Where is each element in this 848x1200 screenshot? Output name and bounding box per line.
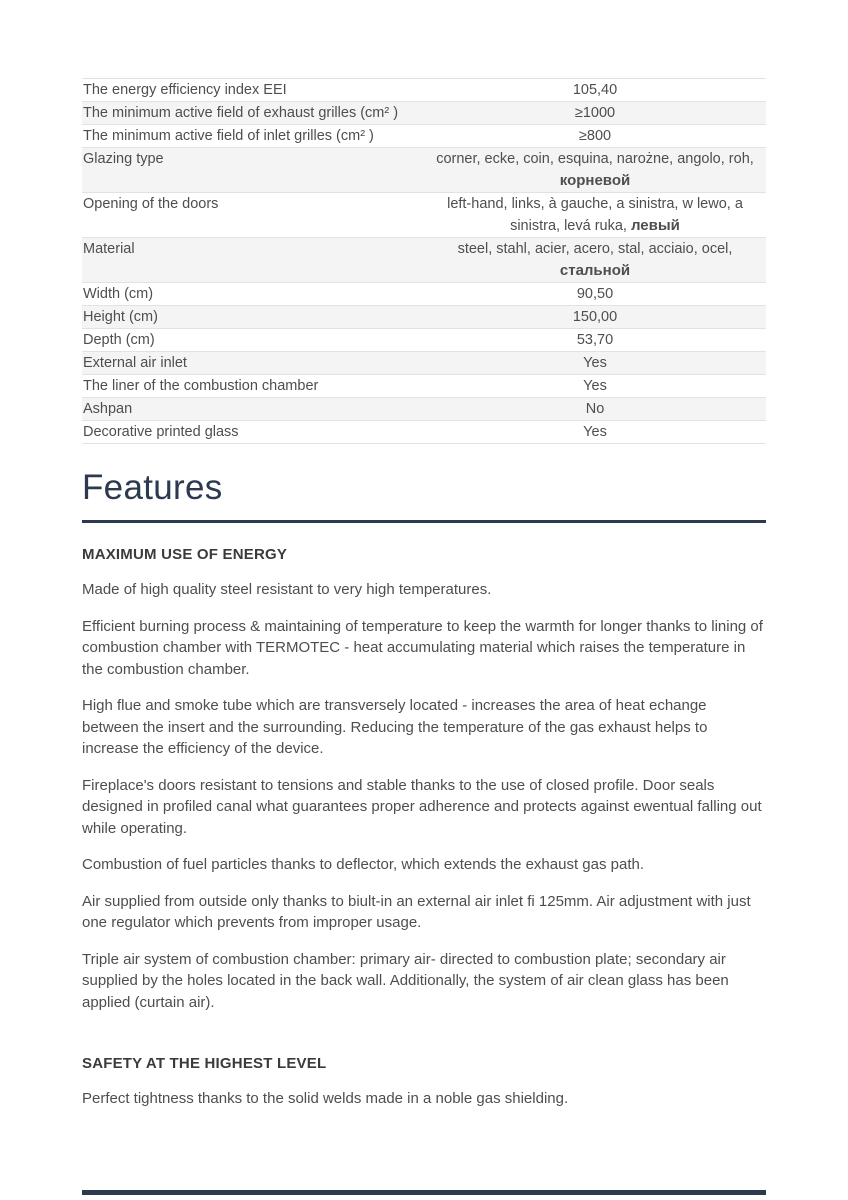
spec-label: The minimum active field of inlet grilles (cm² ) bbox=[83, 128, 374, 144]
spec-table bbox=[82, 78, 766, 444]
features-title: Features bbox=[82, 468, 223, 507]
bottom-section-divider bbox=[82, 1190, 766, 1195]
spec-value bbox=[424, 238, 766, 282]
table-row bbox=[82, 421, 766, 444]
spec-value-text: corner, ecke, coin, esquina, narożne, angolo, roh, bbox=[436, 151, 754, 167]
spec-value bbox=[424, 329, 766, 351]
spec-label: Glazing type bbox=[83, 151, 164, 167]
table-row bbox=[82, 79, 766, 102]
spec-label: Height (cm) bbox=[83, 309, 158, 325]
table-row bbox=[82, 329, 766, 352]
spec-value-text: ≥800 bbox=[578, 128, 612, 144]
spec-value bbox=[424, 283, 766, 305]
spec-value-text: Yes bbox=[583, 355, 607, 371]
spec-value bbox=[424, 79, 766, 101]
spec-value-text: No bbox=[585, 401, 605, 417]
feature-sections bbox=[82, 546, 766, 1110]
spec-label: Width (cm) bbox=[83, 286, 154, 302]
spec-value bbox=[424, 421, 766, 443]
feature-section bbox=[82, 1055, 766, 1110]
feature-paragraph: Fireplace's doors resistant to tensions and stable thanks to the use of closed profile. Door seals designed in profiled canal what guarantees proper adherence and protects against ewentual falling out while operating. bbox=[82, 776, 762, 837]
spec-label: Ashpan bbox=[83, 401, 133, 417]
spec-value bbox=[424, 398, 766, 420]
features-title-rule bbox=[82, 520, 766, 523]
spec-value bbox=[424, 125, 766, 147]
spec-label: The liner of the combustion chamber bbox=[83, 378, 319, 394]
spec-label: Depth (cm) bbox=[83, 332, 155, 348]
spec-value-text: Yes bbox=[583, 424, 607, 440]
feature-paragraph: Perfect tightness thanks to the solid welds made in a noble gas shielding. bbox=[82, 1090, 569, 1107]
spec-label: Opening of the doors bbox=[83, 196, 219, 212]
spec-value bbox=[424, 375, 766, 397]
spec-value-text: 53,70 bbox=[576, 332, 614, 348]
table-row bbox=[82, 283, 766, 306]
spec-value-bold-text: левый bbox=[630, 217, 680, 234]
feature-paragraph: Triple air system of combustion chamber: primary air- directed to combustion plate; secondary air supplied by the holes located in the back wall. Additionally, the system of air clean glass has been applied (curtain air). bbox=[82, 950, 729, 1011]
spec-label: The minimum active field of exhaust grilles (cm² ) bbox=[83, 105, 399, 121]
table-row bbox=[82, 125, 766, 148]
table-row bbox=[82, 148, 766, 193]
spec-value-text: 105,40 bbox=[572, 82, 618, 98]
spec-value-bold-text: стальной bbox=[559, 262, 631, 279]
spec-value-bold-text: корневой bbox=[559, 172, 631, 189]
spec-value-text: 150,00 bbox=[572, 309, 618, 325]
feature-paragraph: High flue and smoke tube which are transversely located - increases the area of heat echange between the insert and the surrounding. Reducing the temperature of the gas exhaust helps to increase the efficiency of the device. bbox=[82, 697, 708, 757]
table-row bbox=[82, 102, 766, 125]
spec-value-text: ≥1000 bbox=[574, 105, 616, 121]
feature-paragraph: Air supplied from outside only thanks to biult-in an external air inlet fi 125mm. Air adjustment with just one regulator which prevents from improper usage. bbox=[82, 892, 751, 931]
table-row bbox=[82, 193, 766, 238]
spec-label: Material bbox=[83, 241, 135, 257]
table-row bbox=[82, 306, 766, 329]
spec-value bbox=[424, 102, 766, 124]
spec-value-text: 90,50 bbox=[576, 286, 614, 302]
table-row bbox=[82, 375, 766, 398]
feature-section-heading: MAXIMUM USE OF ENERGY bbox=[82, 546, 288, 563]
feature-paragraph: Made of high quality steel resistant to very high temperatures. bbox=[82, 581, 492, 598]
spec-label: External air inlet bbox=[83, 355, 187, 371]
table-row bbox=[82, 398, 766, 421]
feature-paragraph: Combustion of fuel particles thanks to deflector, which extends the exhaust gas path. bbox=[82, 856, 644, 873]
page-content bbox=[82, 0, 766, 1110]
table-row bbox=[82, 238, 766, 283]
spec-value bbox=[424, 193, 766, 237]
feature-section bbox=[82, 546, 766, 1013]
spec-label: Decorative printed glass bbox=[83, 424, 239, 440]
spec-label: The energy efficiency index EEI bbox=[83, 82, 287, 98]
spec-value bbox=[424, 148, 766, 192]
spec-value bbox=[424, 352, 766, 374]
feature-section-heading: SAFETY AT THE HIGHEST LEVEL bbox=[82, 1055, 327, 1072]
spec-value bbox=[424, 306, 766, 328]
feature-paragraph: Efficient burning process & maintaining of temperature to keep the warmth for longer thanks to lining of combustion chamber with TERMOTEC - heat accumulating material which raises the temperature in the combustion chamber. bbox=[82, 617, 763, 678]
spec-value-text: left-hand, links, à gauche, a sinistra, w lewo, a sinistra, levá ruka, bbox=[447, 196, 743, 234]
spec-value-text: steel, stahl, acier, acero, stal, acciaio, ocel, bbox=[457, 241, 733, 257]
spec-value-text: Yes bbox=[583, 378, 607, 394]
table-row bbox=[82, 352, 766, 375]
